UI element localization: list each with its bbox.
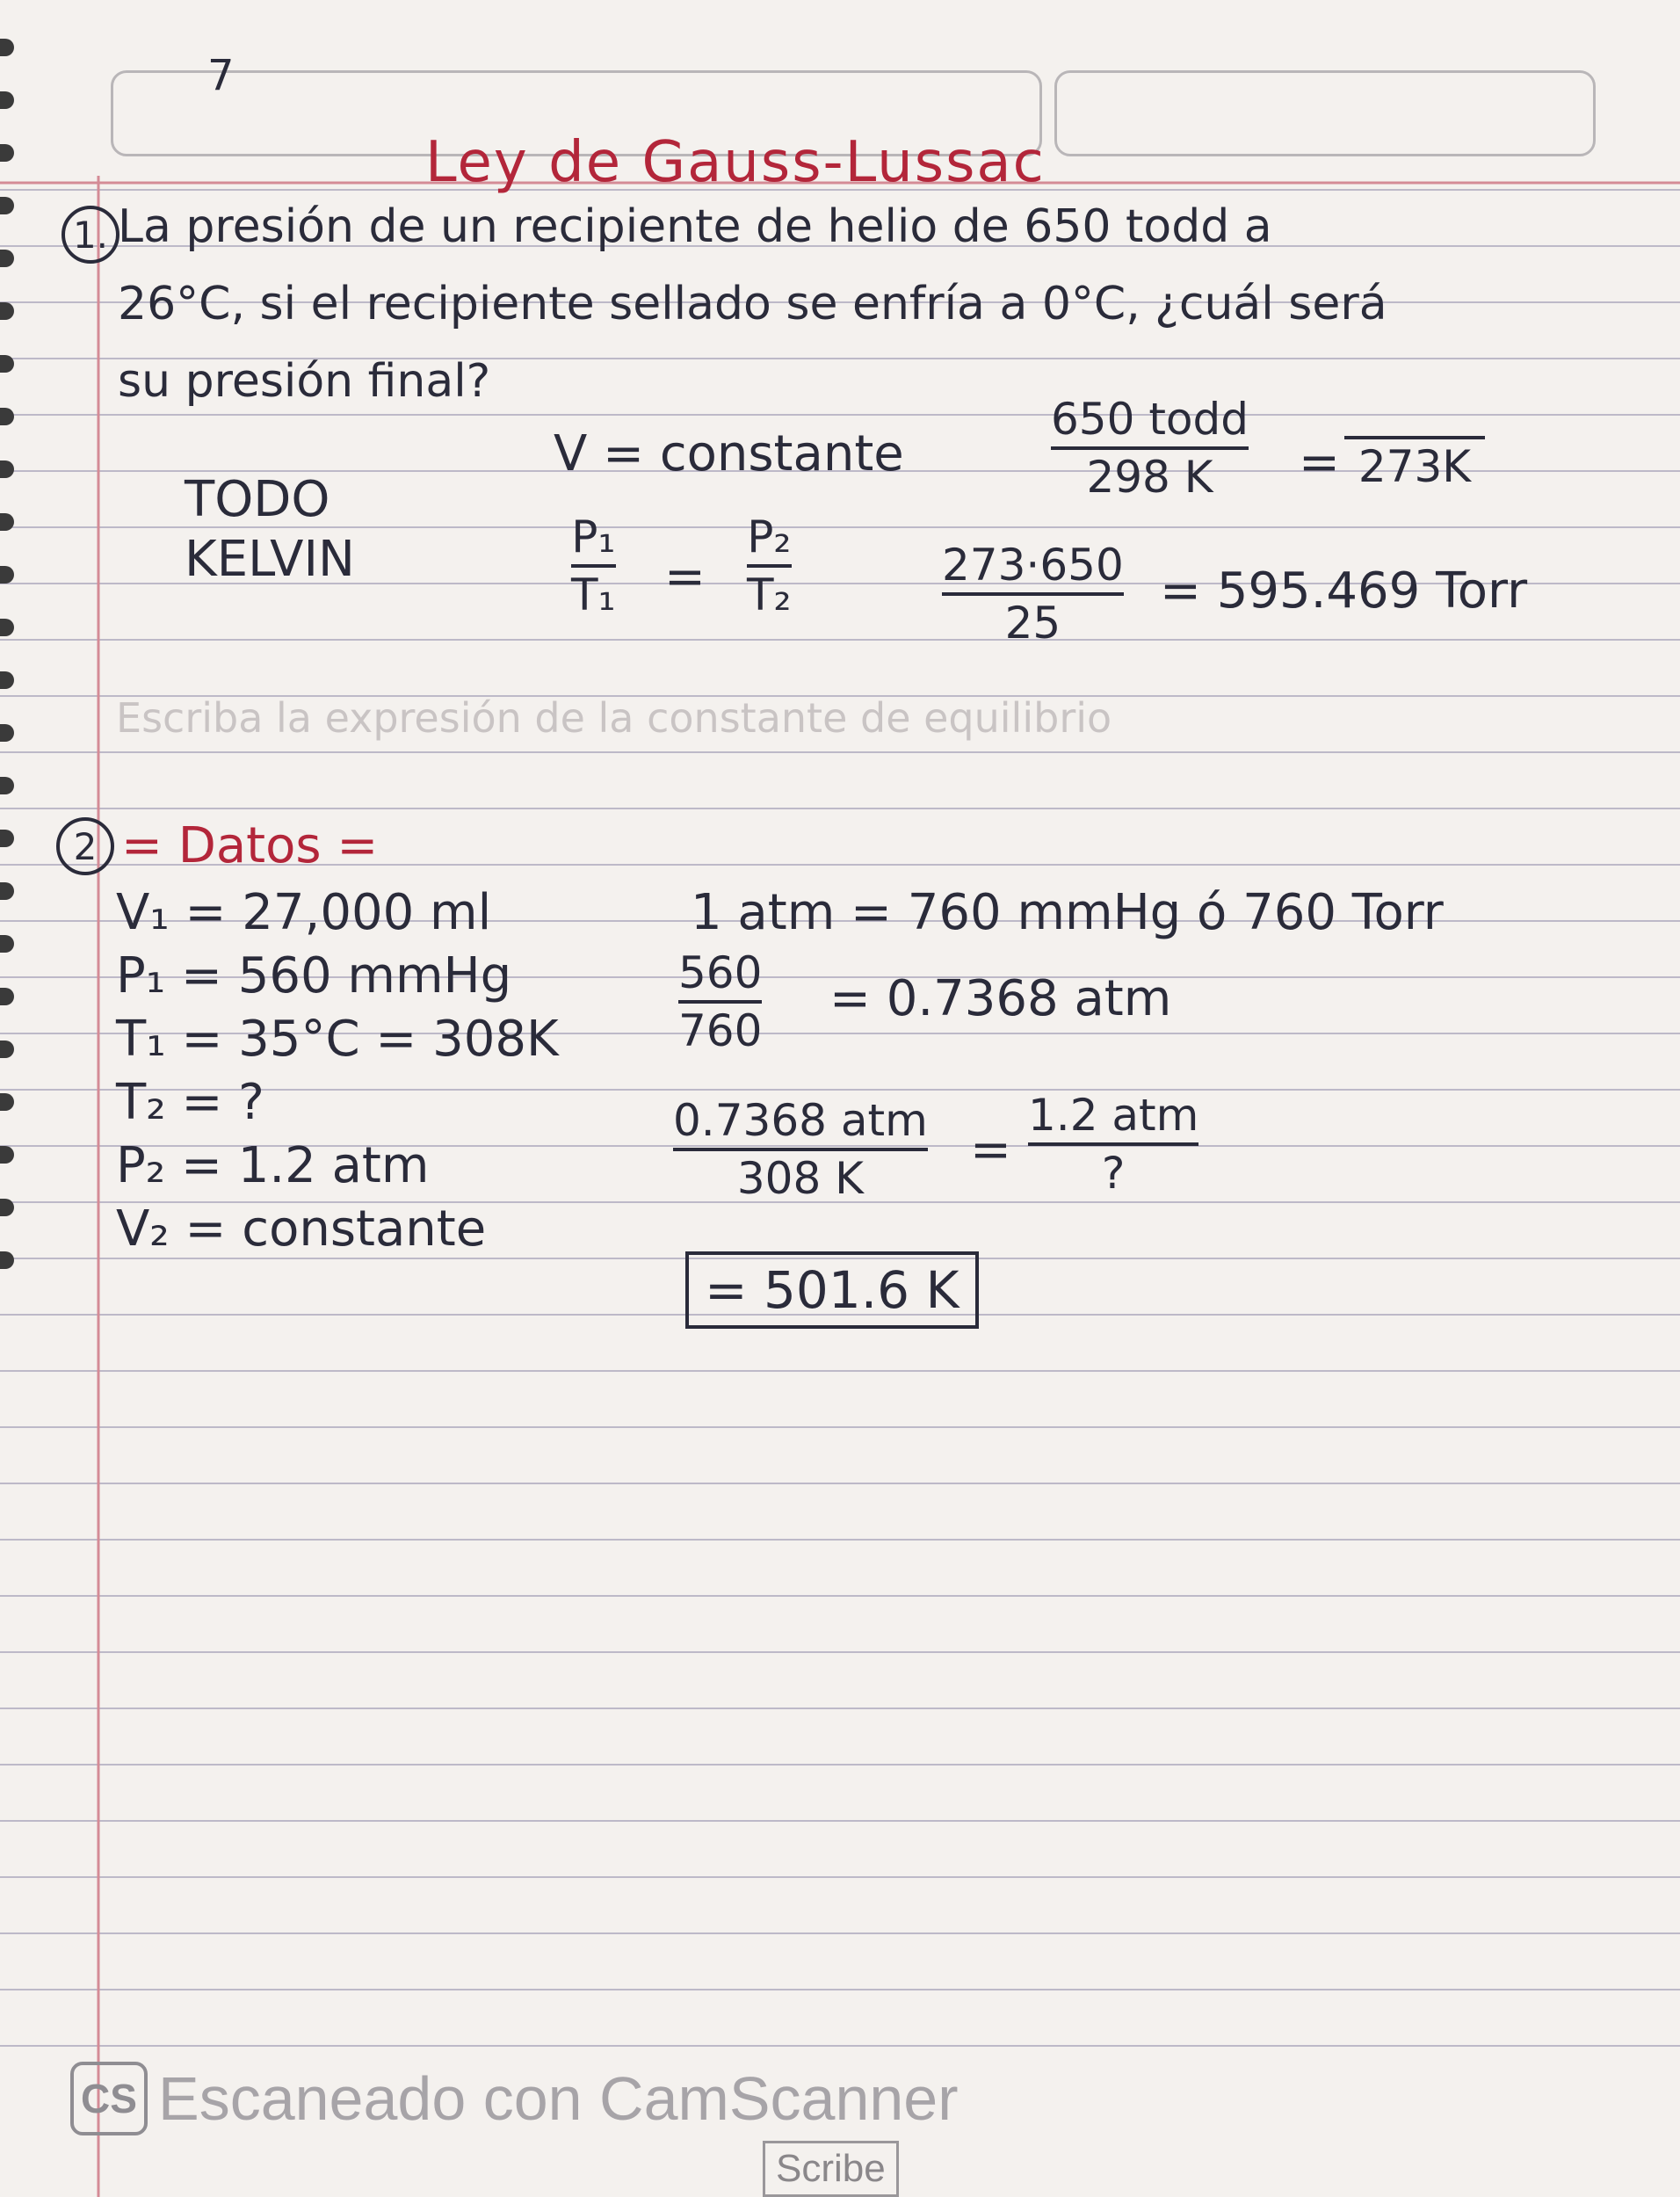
calc-numerator: 273·650: [942, 540, 1124, 591]
frac1-rhs: [1344, 434, 1485, 492]
scribe-label: Scribe: [763, 2141, 899, 2197]
calc-denominator: 25: [1004, 598, 1061, 649]
frac1-denominator: 298 K: [1086, 452, 1213, 503]
equation-right-denominator: ?: [1101, 1148, 1126, 1199]
formula-p1: P₁: [571, 511, 616, 562]
fraction-bar: [1344, 436, 1485, 439]
problem-1-line-1: La presión de un recipiente de helio de 650 todd a: [118, 200, 1272, 253]
problem-1-number: 1.: [62, 206, 119, 264]
fraction-bar: [673, 1148, 928, 1151]
formula-t1: T₁: [571, 569, 616, 620]
conversion-numerator: 560: [678, 947, 763, 998]
fraction-bar: [678, 1000, 762, 1004]
data-p1: P₁ = 560 mmHg: [116, 947, 512, 1004]
fraction-bar: [1051, 446, 1249, 450]
fraction-bar: [747, 564, 792, 568]
calc-result: = 595.469 Torr: [1160, 562, 1528, 620]
problem-1-line-2: 26°C, si el recipiente sellado se enfría a 0°C, ¿cuál será: [118, 278, 1387, 330]
equation-left-fraction: [673, 1095, 928, 1204]
data-v2: V₂ = constante: [116, 1200, 487, 1258]
bleed-through-text: Escriba la expresión de la constante de equilibrio: [116, 694, 1112, 742]
conversion-denominator: 760: [678, 1005, 763, 1056]
note-todo: TODO: [185, 471, 330, 528]
equation-right-fraction: [1028, 1090, 1198, 1199]
equation-left-denominator: 308 K: [736, 1153, 864, 1204]
page-title: Ley de Gauss-Lussac: [425, 130, 1046, 195]
datos-label: = Datos =: [121, 817, 379, 874]
fraction-bar: [571, 564, 616, 568]
page-number: 7: [207, 51, 235, 100]
data-v1: V₁ = 27,000 ml: [116, 884, 492, 941]
note-kelvin: KELVIN: [185, 531, 355, 588]
equation-equals: =: [970, 1121, 1011, 1178]
frac1-numerator: 650 todd: [1051, 394, 1249, 445]
problem-1-line-3: su presión final?: [118, 355, 491, 408]
data-p2: P₂ = 1.2 atm: [116, 1137, 430, 1194]
camscanner-logo: CS: [70, 2062, 148, 2135]
header-box-right: [1054, 70, 1596, 156]
data-t2: T₂ = ?: [116, 1074, 264, 1131]
formula-p2: P₂: [747, 511, 792, 562]
conversion-equation: 1 atm = 760 mmHg ó 760 Torr: [691, 884, 1444, 941]
v-constant-label: V = constante: [554, 425, 904, 482]
fraction-bar: [942, 592, 1124, 596]
formula-equals: =: [664, 548, 706, 605]
formula-p2-over-t2: [747, 511, 792, 620]
fraction-bar: [1028, 1142, 1198, 1146]
fraction-650-over-298: [1051, 394, 1249, 503]
final-answer-box: = 501.6 K: [685, 1251, 979, 1329]
problem-2-number: 2: [56, 817, 114, 875]
conversion-result: = 0.7368 atm: [829, 970, 1172, 1027]
equation-right-numerator: 1.2 atm: [1028, 1090, 1199, 1141]
watermark-text: Escaneado con CamScanner: [158, 2064, 959, 2133]
camscanner-watermark: [70, 2062, 959, 2135]
formula-p1-over-t1: [571, 511, 616, 620]
conversion-fraction: [678, 947, 762, 1056]
frac1-equals: =: [1299, 434, 1340, 491]
equation-left-numerator: 0.7368 atm: [673, 1095, 928, 1146]
calc-fraction: [942, 540, 1124, 649]
frac1-rhs-denominator: 273K: [1358, 441, 1472, 492]
data-t1: T₁ = 35°C = 308K: [116, 1011, 559, 1068]
formula-t2: T₂: [747, 569, 792, 620]
